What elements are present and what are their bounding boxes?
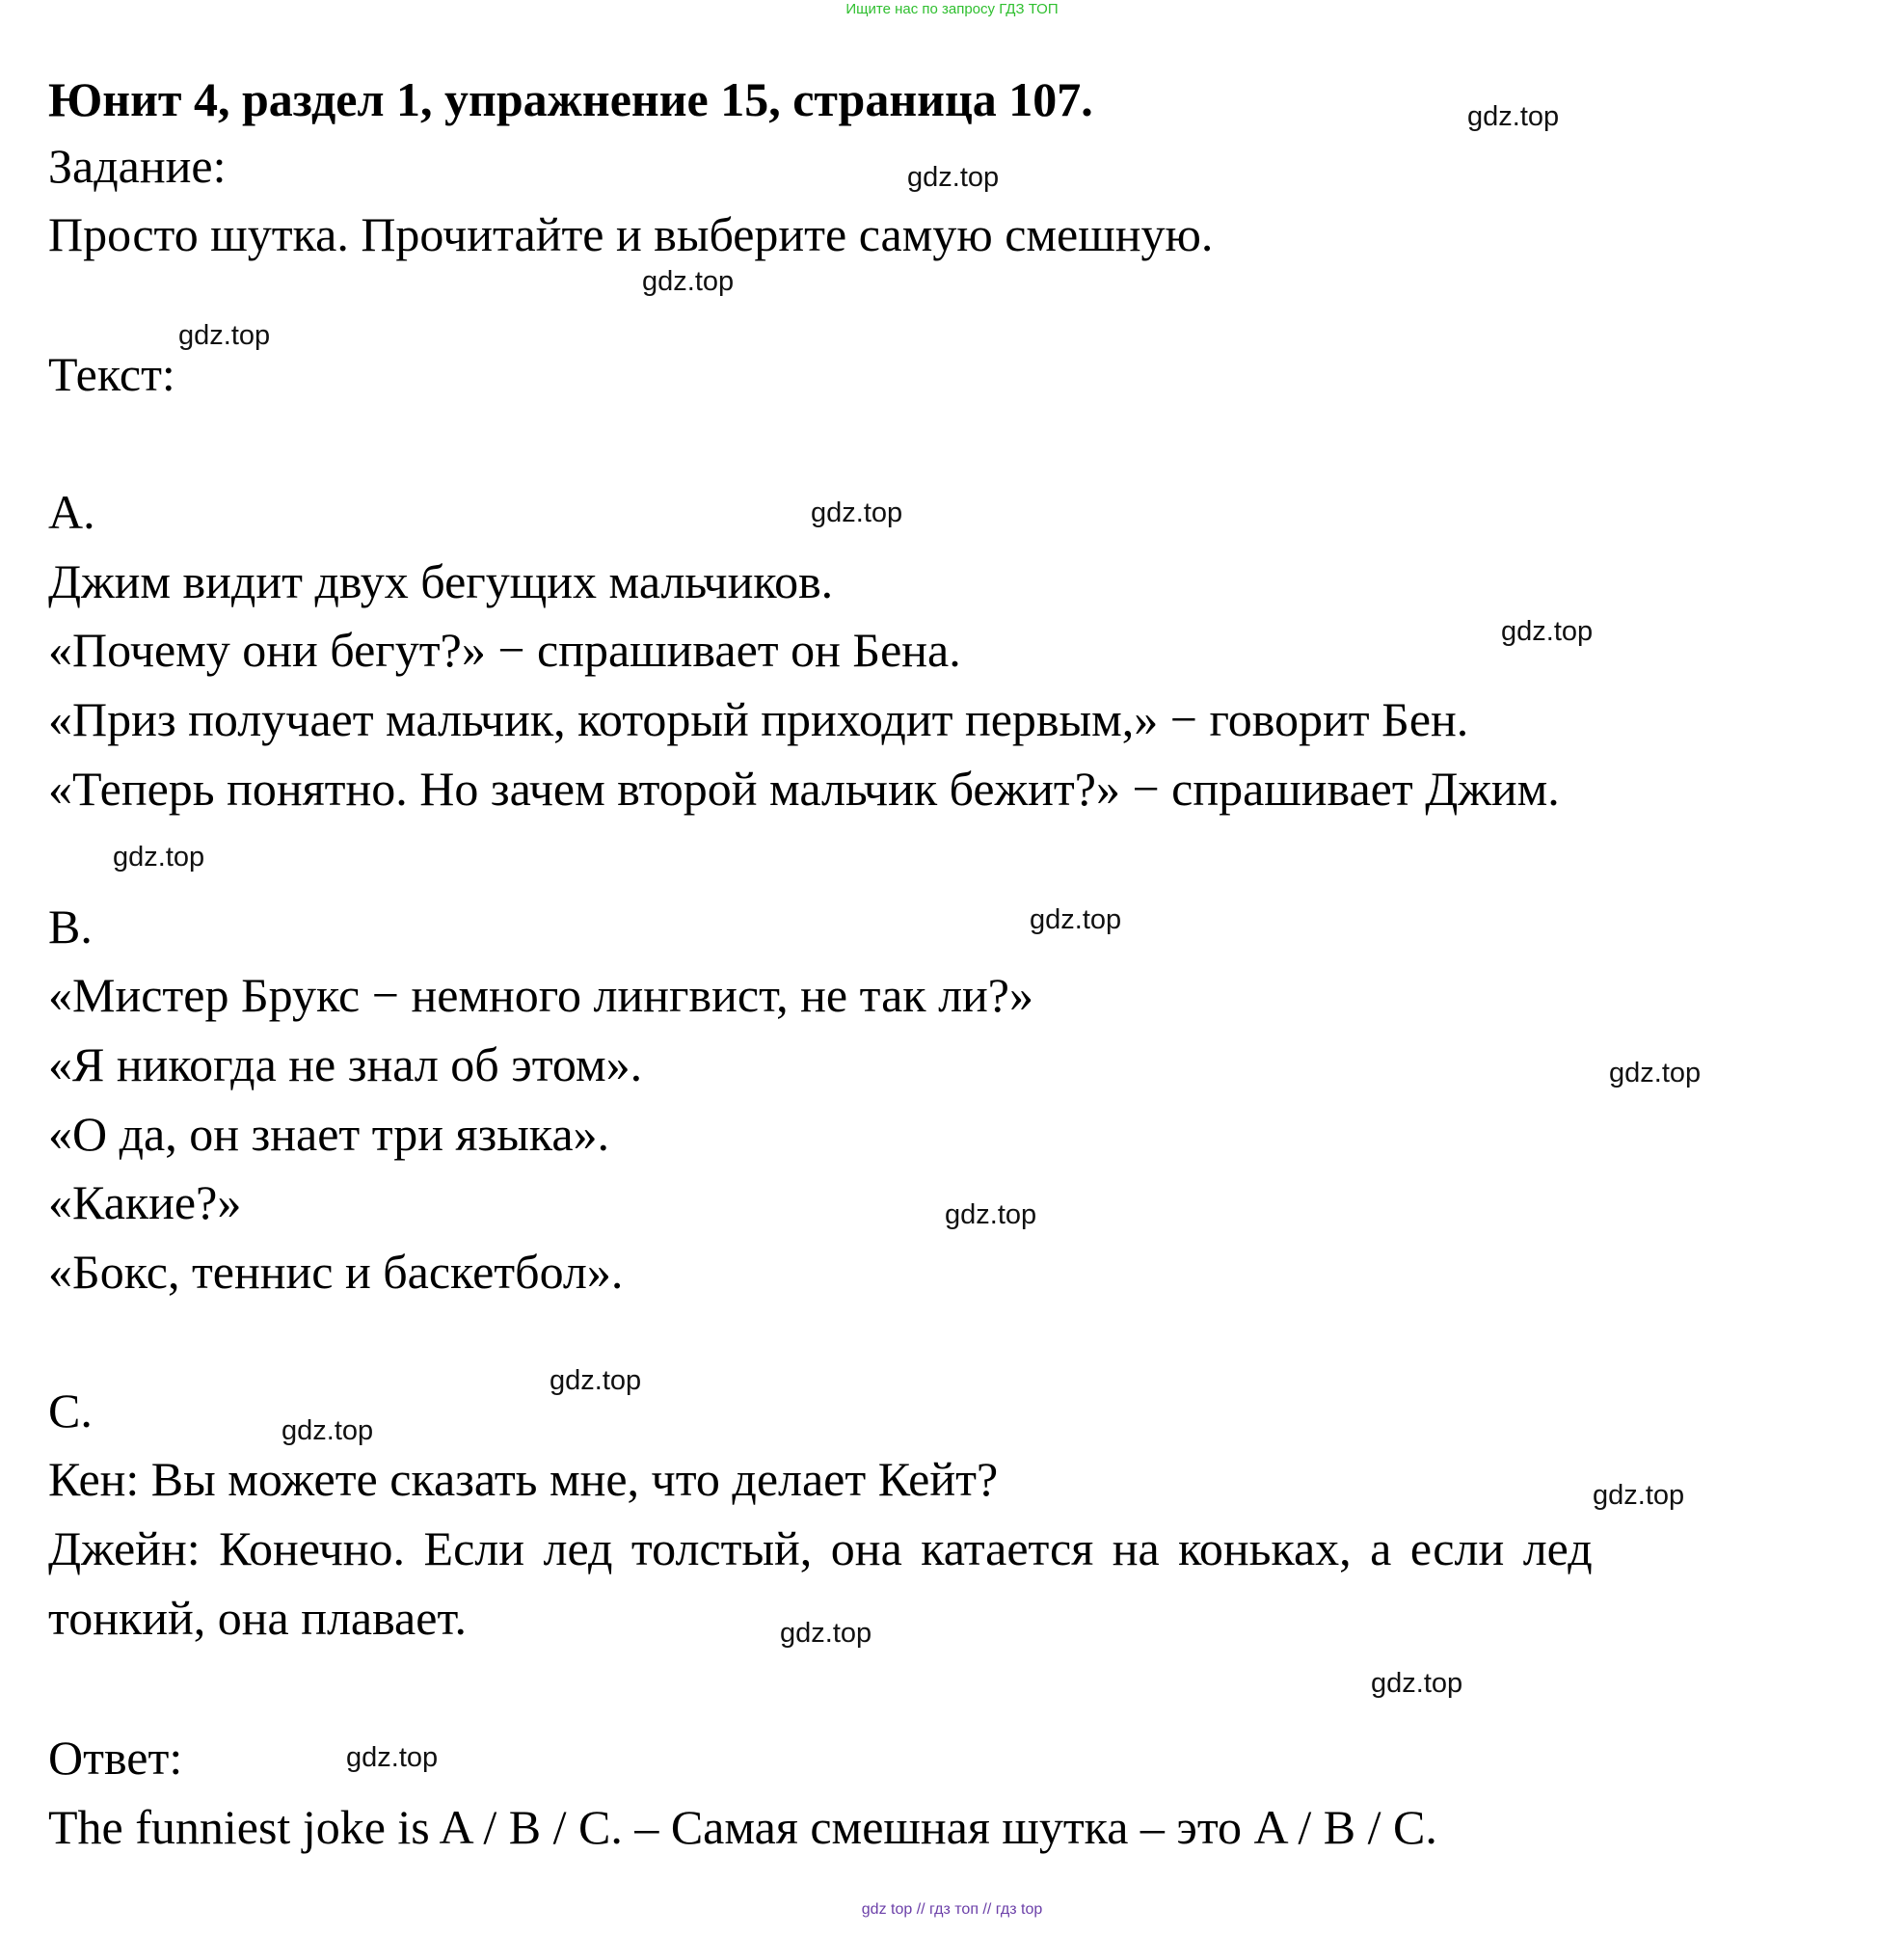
watermark: gdz.top bbox=[811, 497, 903, 528]
watermark: gdz.top bbox=[907, 162, 1000, 193]
joke-a-letter: A. bbox=[48, 485, 95, 539]
text-label: Текст: bbox=[48, 347, 175, 401]
joke-c-line: Кен: Вы можете сказать мне, что делает Кейт? bbox=[48, 1452, 999, 1506]
watermark: gdz.top bbox=[780, 1618, 872, 1649]
top-banner: Ищите нас по запросу ГДЗ ТОП bbox=[845, 1, 1059, 17]
watermark: gdz.top bbox=[1609, 1058, 1702, 1088]
watermark: gdz.top bbox=[1501, 616, 1594, 647]
joke-c-letter: C. bbox=[48, 1384, 93, 1438]
joke-c-line: Джейн: Конечно. Если лед толстый, она катается на коньках, а если лед bbox=[48, 1521, 1593, 1575]
joke-a-line: Джим видит двух бегущих мальчиков. bbox=[48, 554, 834, 608]
watermark: gdz.top bbox=[550, 1365, 642, 1396]
answer-text: The funniest joke is A / B / C. – Самая смешная шутка – это A / B / C. bbox=[48, 1800, 1437, 1854]
watermark: gdz.top bbox=[642, 266, 735, 297]
answer-label: Ответ: bbox=[48, 1731, 183, 1785]
joke-b-line: «Какие?» bbox=[48, 1175, 242, 1229]
joke-b-line: «Мистер Брукс − немного лингвист, не так ли?» bbox=[48, 968, 1033, 1022]
watermark: gdz.top bbox=[282, 1415, 374, 1446]
footer-watermark: gdz top // гдз топ // гдз top bbox=[861, 1901, 1043, 1918]
page-title: Юнит 4, раздел 1, упражнение 15, страница 107. bbox=[48, 72, 1093, 126]
watermark: gdz.top bbox=[1371, 1668, 1463, 1699]
task-label: Задание: bbox=[48, 139, 227, 193]
watermark: gdz.top bbox=[113, 842, 205, 873]
watermark: gdz.top bbox=[1030, 904, 1122, 935]
joke-b-letter: B. bbox=[48, 900, 93, 954]
watermark: gdz.top bbox=[346, 1742, 439, 1773]
watermark: gdz.top bbox=[945, 1199, 1037, 1230]
joke-b-line: «Я никогда не знал об этом». bbox=[48, 1037, 643, 1091]
joke-a-line: «Почему они бегут?» − спрашивает он Бена. bbox=[48, 623, 961, 677]
joke-a-line: «Приз получает мальчик, который приходит первым,» − говорит Бен. bbox=[48, 692, 1469, 746]
task-text: Просто шутка. Прочитайте и выберите самую смешную. bbox=[48, 207, 1214, 261]
joke-b-line: «Бокс, теннис и баскетбол». bbox=[48, 1245, 624, 1299]
joke-a-line: «Теперь понятно. Но зачем второй мальчик бежит?» − спрашивает Джим. bbox=[48, 762, 1560, 816]
watermark: gdz.top bbox=[1467, 101, 1560, 132]
watermark: gdz.top bbox=[1593, 1480, 1685, 1511]
joke-b-line: «О да, он знает три языка». bbox=[48, 1107, 610, 1161]
watermark: gdz.top bbox=[178, 320, 271, 351]
joke-c-line: тонкий, она плавает. bbox=[48, 1591, 468, 1645]
